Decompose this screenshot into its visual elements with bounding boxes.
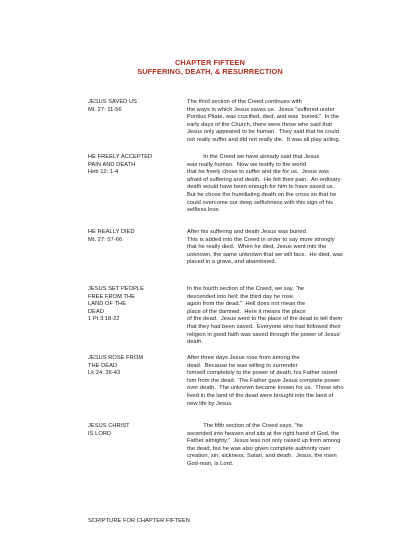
body-line: early days of the Church, there were those who said that (187, 121, 333, 128)
heading-line: HE FREELY ACCEPTED (88, 154, 153, 160)
body-line: new life by Jesus. (187, 400, 233, 407)
heading-line: JESUS SET PEOPLE (88, 286, 145, 292)
body-line: creation, sin, sickness, Satan, and death. Jesus, the risen (187, 453, 337, 460)
body-line: After three days Jesus rose from among the (187, 355, 300, 361)
body-line: Jesus only appeared to be human. They said that he could (187, 129, 339, 136)
heading-line: Mt. 27: 57-66 (88, 236, 123, 243)
body-line: ascended into heaven and sits at the right hand of God, the (187, 430, 340, 437)
heading-line: PAIN AND DEATH (88, 161, 136, 168)
body-line: the ways in which Jesus saves us. Jesus "suffered under (187, 106, 335, 113)
body-line: that they had been saved. Everyone who had followed their (187, 323, 341, 330)
body-line: selfless love. (187, 207, 221, 214)
heading-line: 1 Pt 3:18-22 (88, 316, 120, 323)
section-heading (88, 99, 178, 114)
body-line: lived in the land of the dead were brought into the land of (187, 392, 334, 399)
body-line: that he freely chose to suffer and die for us. Jesus was (187, 169, 329, 176)
section-body (187, 154, 347, 215)
body-line: was really human. Now we testify to the world (187, 161, 306, 168)
section-body (187, 355, 347, 408)
heading-line: DEAD (88, 308, 105, 315)
section-body (187, 423, 347, 469)
scripture-footer: SCRIPTURE FOR CHAPTER FIFTEEN (88, 518, 190, 524)
body-line: Father almighty." Jesus was not only raised up from among (187, 438, 341, 445)
heading-line: LAND OF THE (88, 301, 127, 308)
heading-line: JESUS ROSE FROM (88, 355, 144, 361)
chapter-subtitle: SUFFERING, DEATH, & RESURRECTION (137, 67, 283, 77)
body-line: The third section of the Creed continues with (187, 99, 302, 105)
body-line: religion in good faith was saved through the power of Jesus' (187, 331, 341, 338)
heading-line: Heb 12: 1-4 (88, 169, 119, 176)
body-line: The fifth section of the Creed says, "he (187, 423, 304, 429)
body-line: not really suffer and did not really die. It was all play acting. (187, 136, 341, 143)
body-line: himself completely to the power of death, his Father raised (187, 370, 338, 377)
heading-line: HE REALLY DIED (88, 229, 135, 235)
body-line: death. (187, 339, 204, 346)
section-heading (88, 423, 178, 438)
body-line: In the Creed we have already said that Jesus (187, 154, 320, 160)
body-line: over death. The unknown became known for us. Those who (187, 385, 344, 392)
body-line: This is added into the Creed in order to say more strongly (187, 236, 335, 243)
body-line: could overcome our deep selfishness with this sign of his (187, 199, 334, 206)
body-line: place of the damned. Here it means the place (187, 308, 306, 315)
section-body (187, 229, 347, 267)
body-line: him from the dead. The Father gave Jesus complete power (187, 377, 341, 384)
body-line: descended into hell; the third day he rose (187, 293, 294, 300)
body-line: placed in a grave, and abandoned. (187, 259, 277, 266)
body-line: Pontius Pilate, was crucified, died, and was buried." In the (187, 114, 340, 121)
chapter-number: CHAPTER FIFTEEN (174, 58, 246, 67)
section-heading (88, 154, 178, 177)
section-body (187, 99, 347, 145)
body-line: God-man, is Lord. (187, 460, 234, 467)
body-line: death would have been enough for him to have saved us. (187, 184, 335, 191)
chapter-title (0, 58, 420, 77)
heading-line: IS LORD (88, 430, 112, 437)
heading-line: Mt. 27: 11-56 (88, 106, 122, 113)
body-line: the dead, but he was also given complete authority over (187, 445, 331, 452)
body-line: of the dead. Jesus went to the place of the dead to tell them (187, 316, 343, 323)
body-line: that he really died. When he died, Jesus went into the (187, 244, 327, 251)
heading-line: Lk 24: 36-43 (88, 370, 121, 377)
body-line: But he chose the humiliating death on the cross so that he (187, 191, 337, 198)
body-line: dead. Because he was willing to surrender (187, 362, 298, 369)
section-body (187, 286, 347, 347)
body-line: afraid of suffering and death. He felt their pain. An ordinary (187, 176, 341, 183)
heading-line: FREE FROM THE (88, 293, 135, 300)
heading-line: THE DEAD (88, 362, 118, 369)
body-line: again from the dead." Hell does not mean the (187, 301, 306, 308)
heading-line: JESUS SAVED US (88, 99, 137, 105)
section-heading (88, 355, 178, 378)
body-line: In the fourth section of the Creed, we say, "he (187, 286, 305, 292)
section-heading (88, 286, 178, 324)
body-line: After his suffering and death Jesus was buried. (187, 229, 308, 235)
section-heading (88, 229, 178, 244)
heading-line: JESUS CHRIST (88, 423, 130, 429)
body-line: unknown, the same unknown that we will face. He died, was (187, 251, 343, 258)
